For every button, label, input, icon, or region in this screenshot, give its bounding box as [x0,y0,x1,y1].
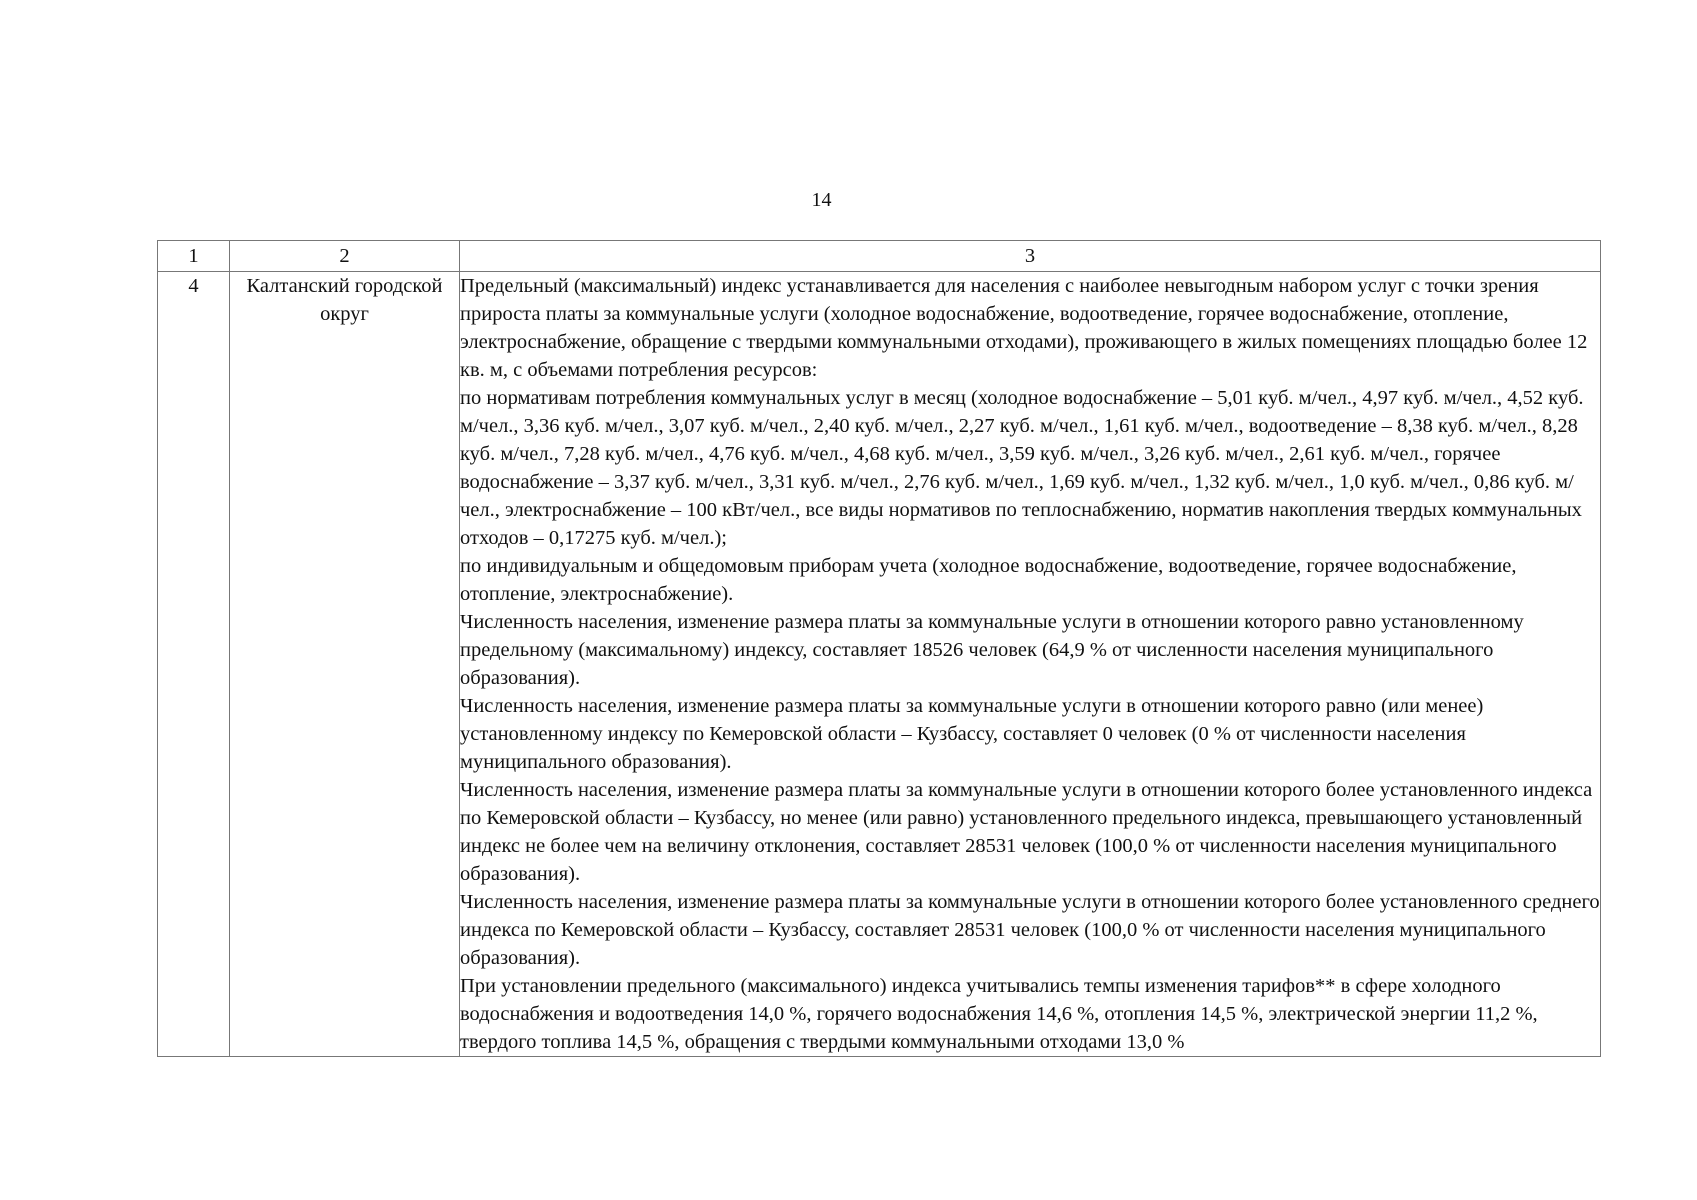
column-header-1: 1 [158,241,230,272]
row-number: 4 [158,272,230,1057]
paragraph: Численность населения, изменение размера платы за коммунальные услуги в отношении которого более установленного индекса по Кемеровской области – Кузбассу, но менее (или равно) установленного предельного индекса, превышающего установленный индекс не более чем на величину отклонения, составляет 28531 человек (100,0 % от численности населения муниципального образования). [460,779,1593,885]
paragraph: Численность населения, изменение размера платы за коммунальные услуги в отношении которого равно установленному предельному (максимальному) индексу, составляет 18526 человек (64,9 % от численности населения муниципального образования). [460,611,1524,689]
paragraph: При установлении предельного (максимального) индекса учитывались темпы изменения тарифов** в сфере холодного водоснабжения и водоотведения 14,0 %, горячего водоснабжения 14,6 %, отопления 14,5 %, электрической энергии 11,2 %, твердого топлива 14,5 %, обращения с твердыми коммунальными отходами 13,0 % [460,975,1538,1053]
page-number: 14 [811,189,832,211]
table-header-row [158,241,1601,272]
paragraph: по нормативам потребления коммунальных услуг в месяц (холодное водоснабжение – 5,01 куб. м/чел., 4,97 куб. м/чел., 4,52 куб. м/чел., 3,36 куб. м/чел., 3,07 куб. м/чел., 2,40 куб. м/чел., 2,27 куб. м/чел., 1,61 куб. м/чел., водоотведение – 8,38 куб. м/чел., 8,28 куб. м/чел., 7,28 куб. м/чел., 4,76 куб. м/чел., 4,68 куб. м/чел., 3,59 куб. м/чел., 3,26 куб. м/чел., 2,61 куб. м/чел., горячее водоснабжение – 3,37 куб. м/чел., 3,31 куб. м/чел., 2,76 куб. м/чел., 1,69 куб. м/чел., 1,32 куб. м/чел., 1,0 куб. м/чел., 0,86 куб. м/чел., электроснабжение – 100 кВт/чел., все виды нормативов по теплоснабжению, норматив накопления твердых коммунальных отходов – 0,17275 куб. м/чел.); [460,387,1584,549]
paragraph: Численность населения, изменение размера платы за коммунальные услуги в отношении которого более установленного среднего индекса по Кемеровской области – Кузбассу, составляет 28531 человек (100,0 % от численности населения муниципального образования). [460,891,1600,969]
paragraph: по индивидуальным и общедомовым приборам учета (холодное водоснабжение, водоотведение, горячее водоснабжение, отопление, электроснабжение). [460,555,1517,605]
municipality-name: Калтанский городской округ [230,272,460,1057]
table-row [158,272,1601,1057]
column-header-2: 2 [230,241,460,272]
paragraph: Предельный (максимальный) индекс устанавливается для населения с наиболее невыгодным набором услуг с точки зрения прироста платы за коммунальные услуги (холодное водоснабжение, водоотведение, горячее водоснабжение, отопление, электроснабжение, обращение с твердыми коммунальными отходами), проживающего в жилых помещениях площадью более 12 кв. м, с объемами потребления ресурсов: [460,275,1588,381]
paragraph: Численность населения, изменение размера платы за коммунальные услуги в отношении которого равно (или менее) установленному индексу по Кемеровской области – Кузбассу, составляет 0 человек (0 % от численности населения муниципального образования). [460,695,1484,773]
data-table [157,240,1601,1057]
column-header-3: 3 [460,241,1601,272]
row-description [460,272,1601,1057]
